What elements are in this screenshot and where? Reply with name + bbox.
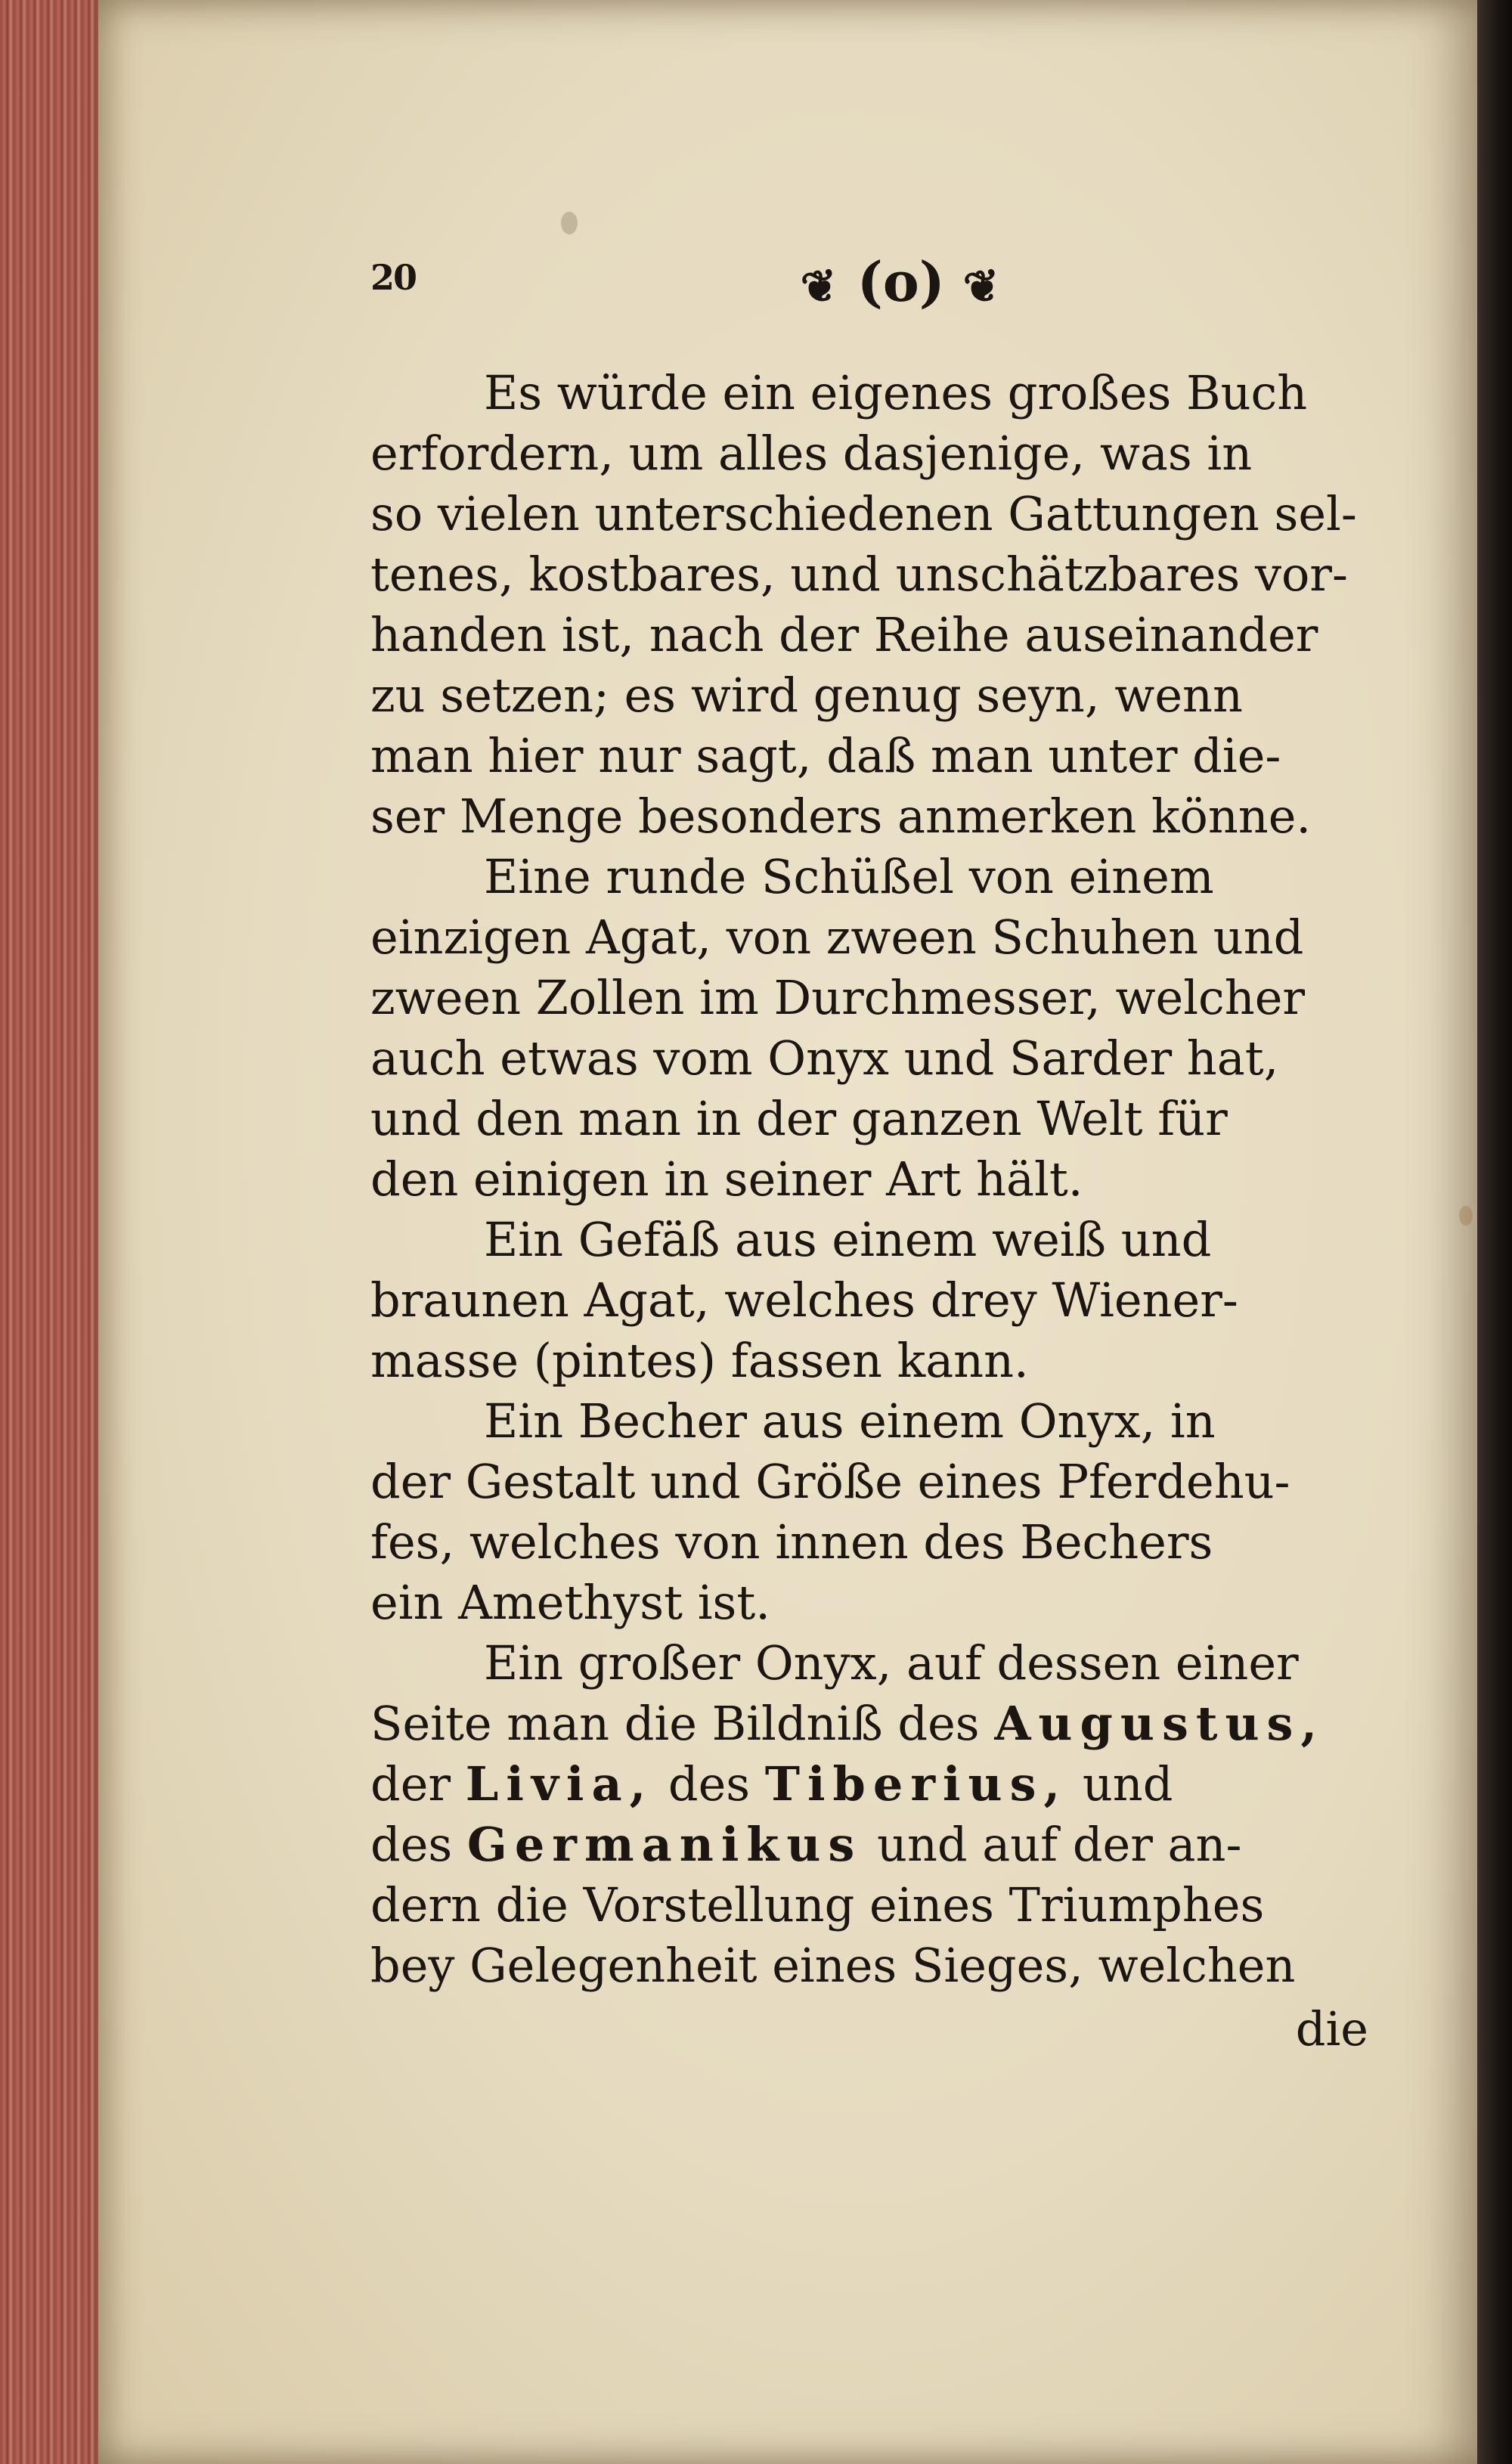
book-page: [98, 0, 1477, 2464]
text-fragment: des: [653, 1756, 765, 1812]
text-fragment: der: [370, 1756, 466, 1812]
text-line: tenes, kostbares, und unschätzbares vor-: [370, 547, 1348, 602]
text-fragment: Seite man die Bildniß des: [370, 1696, 995, 1751]
page-header: [370, 249, 1421, 333]
text-line: ser Menge besonders anmerken könne.: [370, 789, 1312, 844]
paragraph-1: [370, 363, 1421, 847]
text-block: [370, 249, 1421, 2060]
text-line: Es würde ein eigenes großes Buch: [484, 365, 1308, 420]
fleuron-right-icon: ❦: [960, 258, 1005, 315]
page-marker: (o): [857, 249, 945, 314]
text-line: Ein Gefäß aus einem weiß und: [484, 1212, 1212, 1267]
text-line: der Gestalt und Größe eines Pferdehu-: [370, 1454, 1290, 1509]
text-line: Ein großer Onyx, auf dessen einer: [484, 1635, 1299, 1691]
text-line: Ein Becher aus einem Onyx, in: [484, 1393, 1216, 1449]
foxing-spot: [1459, 1206, 1473, 1226]
text-fragment: und: [1067, 1756, 1173, 1812]
text-line: den einigen in seiner Art hält.: [370, 1151, 1083, 1207]
paragraph-5: [370, 1633, 1421, 1996]
name-augustus: Augustus,: [994, 1696, 1325, 1751]
catchword: die: [1295, 2001, 1368, 2056]
text-line: erfordern, um alles dasjenige, was in: [370, 426, 1253, 481]
text-line: zween Zollen im Durchmesser, welcher: [370, 970, 1306, 1025]
text-line: [370, 1694, 1421, 1754]
text-line: bey Gelegenheit eines Sieges, welchen: [370, 1938, 1296, 1993]
text-fragment: und auf der an-: [862, 1817, 1242, 1872]
paragraph-2: [370, 847, 1421, 1210]
text-line: auch etwas vom Onyx und Sarder hat,: [370, 1031, 1279, 1086]
name-tiberius: Tiberius,: [764, 1756, 1068, 1812]
fleuron-left-icon: ❦: [798, 258, 842, 315]
text-line: fes, welches von innen des Bechers: [370, 1514, 1213, 1570]
text-line: so vielen unterschiedenen Gattungen sel-: [370, 486, 1357, 541]
text-line: braunen Agat, welches drey Wiener-: [370, 1272, 1238, 1328]
paragraph-3: [370, 1210, 1421, 1391]
text-line: und den man in der ganzen Welt für: [370, 1091, 1228, 1146]
text-line: handen ist, nach der Reihe auseinander: [370, 607, 1318, 662]
text-line: ein Amethyst ist.: [370, 1575, 770, 1630]
text-fragment: des: [370, 1817, 467, 1872]
text-line: [370, 1815, 1421, 1875]
running-head: [798, 249, 1005, 315]
text-line: Eine runde Schüßel von einem: [484, 849, 1214, 904]
ink-spot: [561, 212, 578, 234]
text-line: masse (pintes) fassen kann.: [370, 1333, 1029, 1388]
name-livia: Livia,: [465, 1756, 654, 1812]
text-line: [370, 1754, 1421, 1815]
text-line: einzigen Agat, von zween Schuhen und: [370, 910, 1304, 965]
name-germanikus: Germanikus: [466, 1817, 863, 1872]
text-line: man hier nur sagt, daß man unter die-: [370, 728, 1281, 783]
page-edges: [0, 0, 113, 2464]
text-line: zu setzen; es wird genug seyn, wenn: [370, 668, 1243, 723]
signature-mark: 20: [370, 257, 417, 298]
paragraph-4: [370, 1391, 1421, 1633]
book-binding: [1477, 0, 1512, 2464]
text-line: dern die Vorstellung eines Triumphes: [370, 1877, 1265, 1932]
